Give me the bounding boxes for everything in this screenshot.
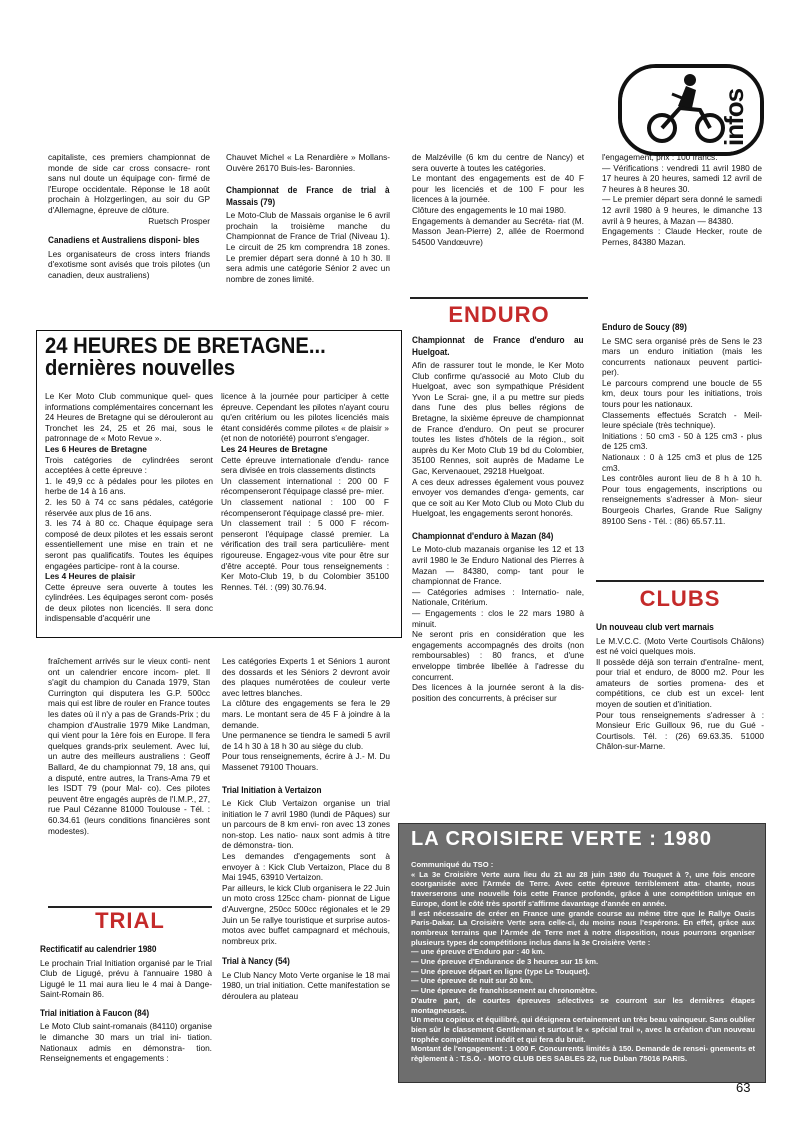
nancy-montant: Le montant des engagements est de 40 F pour les licenciés et de 100 F pour les licences à la journée. xyxy=(412,173,584,205)
six-intro: Trois catégories de cylindrées seront acceptées à cette épreuve : xyxy=(45,454,213,476)
nancy-cloture: Clôture des engagements le 10 mai 1980. xyxy=(412,204,567,215)
infos-logo xyxy=(618,64,764,156)
croisiere-l3: — Une épreuve départ en ligne (type Le Touquet). xyxy=(411,966,590,976)
clubs-1: Le M.V.C.C. (Moto Verte Courtisols Châlons) est né voici quelques mois. xyxy=(596,635,764,657)
six-item-2: 2. les 50 à 74 cc sans pédales, catégorie réservée aux plus de 16 ans. xyxy=(45,496,213,518)
soucy-2: Le parcours comprend une boucle de 55 km, deux tours pour les initiations, trois tours pour les nationaux. xyxy=(602,377,762,410)
faucon-text: Le Moto Club saint-romanais (84110) organise le dimanche 30 mars un trial ini- tiation. Nationaux admis en démonstra- tion. Renseignements et engagements : xyxy=(40,1021,212,1064)
bretagne-title-1: 24 HEURES DE BRETAGNE... xyxy=(45,333,326,358)
canadiens-paragraph: Les organisateurs de cross inters friands d'exotisme sont avisés que trois pilotes (un canadien, deux australiens) xyxy=(48,248,210,280)
vertaizon-2: Les demandes d'engagements sont à envoyer à : Kick Club Vertaizon, Place du 8 Mai 1945, 63910 Vertaizon. xyxy=(222,851,390,883)
section-clubs: CLUBS xyxy=(639,586,721,611)
heading-24-heures: Les 24 Heures de Bretagne xyxy=(221,443,328,454)
croisiere-box xyxy=(398,823,766,1083)
mazan-2: — Catégories admises : Internatio- nale, Nationale, Critérium. xyxy=(412,586,584,608)
bretagne-right-1: licence à la journée pour participer à cette épreuve. Cependant les pilotes n'ayant couru qu'en critérium ou les pilotes licenciés mais étant considérés comme pilotes « de plaisir » (et non de notoriété) pourront s'engager. xyxy=(221,391,389,444)
bretagne-right-3: Un classement international : 200 00 F récompenseront l'équipage classé pre- mier. xyxy=(221,475,389,497)
heading-vertaizon: Trial Initiation à Vertaizon xyxy=(222,784,322,796)
mazan-5: Des licences à la journée seront à la dis- position des concurrents, à préciser sur xyxy=(412,682,584,703)
soucy-1: Le SMC sera organisé près de Sens le 23 mars un enduro initiation (mais les concurrents nationaux peuvent partici- per). xyxy=(602,335,762,378)
col2-mid xyxy=(222,656,390,1002)
infos-logo-text: infos xyxy=(719,88,749,146)
col1-top xyxy=(48,152,210,280)
bretagne-intro: Le Ker Moto Club communique quel- ques informations complémentaires concernant les 24 Heures de Bretagne qui se dérouleront au Tronchet les 24, 25 et 26 mai, sous le patronnage de « Moto Revue ». xyxy=(45,391,213,444)
croisiere-l1: — une épreuve d'Enduro par : 40 km. xyxy=(411,947,545,957)
mazan-4: Ne seront pris en considération que les engagements accompagnés des droits (non remboursables) : 80 francs, et d'une enveloppe timbrée libellée à l'adresse du concurrent. xyxy=(412,629,584,682)
heading-4-heures: Les 4 Heures de plaisir xyxy=(45,571,136,582)
six-item-1: 1. le 49,9 cc à pédales pour les pilotes en herbe de 14 à 16 ans. xyxy=(45,475,213,497)
pilotes-paragraph: fraîchement arrivés sur le vieux conti- nent ont un calendrier encore incom- plet. Il s'agit du champion du Canada 1979, Stan Currington qui disputera les G.P. 500cc mais qui est libre de rouler en France toutes les dates où il n'y a pas de Grands-Prix ; du champion d'Australie 1979 Mike Landman, qui vient pour la 1ère fois en Europe. Il fera quelques grands-prix seulement. Avec lui, un autre des meilleurs australiens : Geoff Ballard, 4e du championnat 79, 18 ans, qui a disputé, entre autres, la Trans-Ama 79 et les ISDT 79 (pour Mal- co). Ces pilotes peuvent être engagés auprès de l'I.M.P., 27, rue Paul Cézanne 81000 Toulouse - Tél. : 60.34.61 (leurs conditions financières sont modestes). xyxy=(48,656,210,836)
nancy-continued: de Malzéville (6 km du centre de Nancy) et sera ouverte à toutes les catégories. xyxy=(412,152,584,173)
trial-column xyxy=(40,944,212,1064)
vertaizon-1: Le Kick Club Vertaizon organise un trial initiation le 7 avril 1980 (lundi de Pâques) sur un parcours de 8 km envi- ron avec 13 zones non-stop. Les natio- naux sont admis à titre de démonstra- tion. xyxy=(222,798,390,851)
croisiere-l2: — Une épreuve d'Endurance de 3 heures sur 15 km. xyxy=(411,957,599,967)
croisiere-title: LA CROISIERE VERTE : 1980 xyxy=(411,828,712,850)
croisiere-l5: — Une épreuve de franchissement au chronomètre. xyxy=(411,986,598,996)
col3-top xyxy=(412,152,584,247)
enduro-rule xyxy=(410,297,588,299)
croisiere-p0: Communiqué du TSO : xyxy=(411,860,494,869)
rectificatif-text: Le prochain Trial Initiation organisé par le Trial Club de Ligugé, prévu à l'annuaire 1980 à Ligugé le 11 mai aura lieu le 4 mai à Dange-Saint-Romain 86. xyxy=(40,957,212,1000)
six-item-3: 3. les 74 à 80 cc. Chaque équipage sera composé de deux pilotes et les essais seront essentiellement une mise en train et ne seront pas qualificatifs. Toutes les équipes engagées participe- ront à la course. xyxy=(45,518,213,571)
signature: Ruetsch Prosper xyxy=(148,215,210,226)
nancy-engagements: Engagements à demander au Secréta- riat (M. Masson Jean-Pierre) 2, allée de Roermond 54500 Vandœuvre) xyxy=(412,215,584,247)
vertaizon-3: Par ailleurs, le kick Club organisera le 22 Juin un moto cross 125cc cham- pionnat de Ligue d'Auvergne, 250cc 500cc régionales et le 29 Juin un 5e rallye touristique et surprise autos- motos avec buffet campagnard et méchouis, nombreux prix. xyxy=(222,882,390,946)
mazan-verifications: — Vérifications : vendredi 11 avril 1980 de 17 heures à 20 heures, samedi 12 avril de 7 heures à 8 heures 30. xyxy=(602,162,762,194)
heading-soucy: Enduro de Soucy (89) xyxy=(602,322,687,333)
clubs-column xyxy=(596,622,764,752)
soucy-3: Classements effectués Scratch - Meil- leure spéciale (très technique). xyxy=(602,409,762,431)
bretagne-right-4: Un classement national : 100 00 F récompenseront l'équipage classé pre- mier. xyxy=(221,496,389,518)
page-number: 63 xyxy=(736,1080,751,1095)
croisiere-p5: Montant de l'engagement : 1 000 F. Concurrents limités à 150. Demande de rensei- gnements et règlement à : T.S.O. - MOTO CLUB DES SABLES 22, rue Duban 75016 PARIS. xyxy=(411,1044,755,1064)
enduro-column xyxy=(412,335,584,703)
mazan-engagements: Engagements : Claude Hecker, route de Pernes, 84380 Mazan. xyxy=(602,226,762,247)
heading-6-heures: Les 6 Heures de Bretagne xyxy=(45,443,147,454)
permanence-text: Une permanence se tiendra le samedi 5 avril de 14 h 30 à 18 h 30 au siège du club. xyxy=(222,730,390,751)
huelgoat-1: Afin de rassurer tout le monde, le Ker Moto Club confirme qu'associé au Moto Club du Huelgoat, avec son sympathique Président Yvon Le Scrai- gne, il a pu mettre sur pieds dans l'une des plus belles régions de Bretagne, la sixième épreuve de championnat de France d'enduro. On peut se procurer toutes les listes d'hôtels de la région., soit auprès du Ker Moto Club 19 bd du Colombier, 35100 Rennes, soit auprès de Madame Le Gac, Kervenaouet, 29218 Huelgoat. xyxy=(412,360,584,476)
col1-mid xyxy=(48,656,210,836)
soucy-4: Initiations : 50 cm3 - 50 à 125 cm3 - plus de 125 cm3. xyxy=(602,430,762,452)
massais-paragraph: Le Moto-Club de Massais organise le 6 avril prochain la troisième manche du Championnat de France de Trial (Niveau 1). Le circuit de 25 km comprendra 18 zones. Le premier départ sera donné à 10 h 30. Il sera admis une catégorie Sénior 2 avec un nombre de zones limité. xyxy=(226,210,390,284)
croisiere-l4: — Une épreuve de nuit sur 20 km. xyxy=(411,976,533,986)
croisiere-p3: D'autre part, de courtes épreuves sélectives se courront sur les dernières étapes montagneuses. xyxy=(411,995,755,1015)
croisiere-p1: « La 3e Croisière Verte aura lieu du 21 au 28 juin 1980 du Touquet à ?, une fois encore coorganisée avec l'Armée de Terre. Avec cette épreuve terriblement atta- chante, nous traverserons une nouvelle fois cette France profonde, grâce à une compétition unique en Europe, dont le côté très sportif s'affirme davantage d'année en année. xyxy=(411,869,755,908)
mazan-3: — Engagements : clos le 22 mars 1980 à minuit. xyxy=(412,607,584,629)
soucy-column xyxy=(602,322,762,526)
heading-clubs: Un nouveau club vert marnais xyxy=(596,622,714,633)
mazan-depart: — Le premier départ sera donné le samedi 12 avril 1980 à 9 heures, le dimanche 13 avril à 9 heures, à Mazan — 84380. xyxy=(602,194,762,226)
section-enduro: ENDURO xyxy=(448,302,550,327)
bretagne-box xyxy=(36,330,402,638)
bretagne-right-col xyxy=(221,391,389,592)
renseignements-text: Pour tous renseignements, écrire à J.- M. Du Massenet 79100 Thouars. xyxy=(222,751,390,772)
bretagne-right-2: Cette épreuve internationale d'endu- rance sera divisée en trois classements distincts xyxy=(221,454,389,476)
bretagne-left-col xyxy=(45,391,213,624)
four-text: Cette épreuve sera ouverte à toutes les cylindrées. Les équipages seront com- posés de deux pilotes non licenciés. Il sera donc indispensable d'acquérir une xyxy=(45,581,213,624)
bretagne-title-2: dernières nouvelles xyxy=(45,355,236,380)
col4-top xyxy=(602,152,762,247)
clubs-rule xyxy=(596,580,764,582)
soucy-6: Les contrôles auront lieu de 8 h à 10 h. Pour tous engagements, inscriptions ou renseignements s'adresser à Mon- sieur Bourgeois Charles, Grande Rue Saligny 89100 Sens - Tél. : (86) 65.57.11. xyxy=(602,473,762,526)
croisiere-p4: Un menu copieux et équilibré, qui désignera certainement un très beau vainqueur. Sans oublier bien sûr le classement Gentleman et surtout le « spécial trail », avec la création d'un nouveau trophée complètement inédit et qui fera du bruit. xyxy=(411,1015,755,1044)
mazan-prix: l'engagement, prix : 100 francs. xyxy=(602,152,718,162)
bretagne-right-5: Un classement trail : 5 000 F récom- penseront l'équipage classé premier. La vérification des trail sera particulière- ment rigoureuse. Engagez-vous vite pour être sur d'être accepté. Pour tous renseignements : Ker Moto-Club 19, b du Colombier 35100 Rennes. Tél. : (99) 30.76.94. xyxy=(221,518,389,592)
heading-mazan: Championnat d'enduro à Mazan (84) xyxy=(412,530,554,542)
col2-top xyxy=(226,152,390,284)
huelgoat-2: A ces deux adresses également vous pouvez envoyer vos demandes d'enga- gements, car que ce soit au Ker Moto Club ou Moto Club du Huelgoat, les engagements seront honorés. xyxy=(412,476,584,519)
sidecar-paragraph: capitaliste, ces premiers championnat de monde de side car cross consacre- ront sans nul doute un équipage con- firmé de l'Europe occidentale. Réponse le 18 août prochain à Holzgerlingen, au soir du GP d'Allemagne, épreuve de clôture. xyxy=(48,152,210,215)
heading-nancy: Trial à Nancy (54) xyxy=(222,956,290,968)
heading-canadiens: Canadiens et Australiens disponi- bles xyxy=(48,235,200,247)
soucy-5: Nationaux : 0 à 125 cm3 et plus de 125 cm3. xyxy=(602,452,762,473)
section-trial: TRIAL xyxy=(95,908,165,933)
nancy-text: Le Club Nancy Moto Verte organise le 18 mai 1980, un trial initiation. Cette manifestation se déroulera au plateau xyxy=(222,969,390,1002)
heading-faucon: Trial initiation à Faucon (84) xyxy=(40,1007,150,1019)
heading-huelgoat: Championnat de France d'enduro au Huelgoat. xyxy=(412,335,584,358)
croisiere-p2: Il est nécessaire de créer en France une grande course au même titre que le Rallye Oasis Paris-Dakar. La Croisière Verte sera celle-ci, du moins nous l'espérons. En effet, grâce aux nombreux terrains que l'Armée de Terre met à notre disposition, nous pourrons organiser plusieurs types de compétitions inclus dans la 3e Croisière Verte : xyxy=(411,908,755,947)
heading-rectificatif: Rectificatif au calendrier 1980 xyxy=(40,944,157,955)
address-chauvet: Chauvet Michel « La Renardière » Mollans-Ouvère 26170 Buis-les- Baronnies. xyxy=(226,152,390,173)
heading-massais: Championnat de France de trial à Massais (79) xyxy=(226,185,390,208)
clubs-2: Il possède déjà son terrain d'entraîne- ment, pour trial et enduro, de 8000 m2. Pour les amateurs de sorties promena- des et compétitions, ce club est un excel- lent moyen de soutien et d'initiation. xyxy=(596,656,764,710)
cloture-text: La clôture des engagements se fera le 29 mars. Le montant sera de 45 F à joindre à la demande. xyxy=(222,698,390,730)
croisiere-text xyxy=(411,860,755,1064)
mazan-1: Le Moto-club mazanais organise les 12 et 13 avril 1980 le 3e Enduro National des Pierres à Mazan — 84380, comp- tant pour le championnat de France. xyxy=(412,544,584,587)
categories-text: Les catégories Experts 1 et Séniors 1 auront des dossards et les Séniors 2 devront avoir des plaques numérotées de couleur verte avec lettres blanches. xyxy=(222,656,390,698)
clubs-3: Pour tous renseignements s'adresser à : Monsieur Eric Guilloux 96, rue du Gué - Courtisols. Tél. : (26) 69.63.35. 51000 Châlon-sur-Marne. xyxy=(596,709,764,752)
